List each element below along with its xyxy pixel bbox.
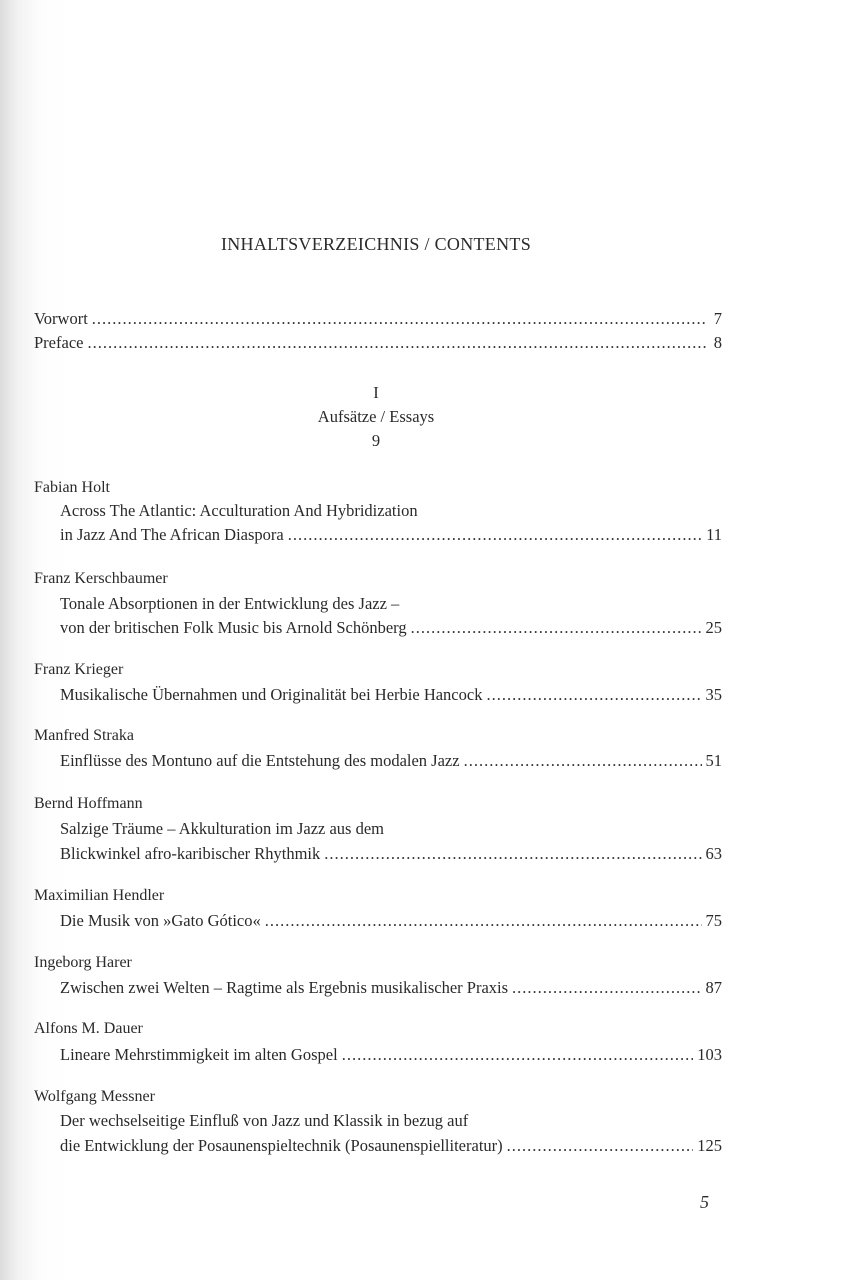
entry-title-line: in Jazz And The African Diaspora	[60, 525, 284, 544]
entry-title-line: Tonale Absorptionen in der Entwicklung des Jazz –	[60, 594, 400, 613]
entry-page: 103	[697, 1045, 722, 1064]
section-numeral: I	[373, 383, 379, 402]
toc-entry-vorwort	[34, 308, 722, 330]
entry-author: Bernd Hoffmann	[34, 795, 143, 812]
toc-entry-preface	[34, 332, 722, 354]
entry-page: 35	[705, 685, 722, 704]
entry-author: Maximilian Hendler	[34, 887, 165, 904]
section-title: Aufsätze / Essays	[317, 407, 435, 426]
section-page: 9	[371, 431, 381, 450]
entry-page: 25	[705, 618, 722, 637]
leader-dots	[288, 524, 702, 546]
entry-last-line	[60, 977, 722, 999]
leader-dots	[342, 1044, 694, 1066]
toc-entry-title: Vorwort	[34, 309, 88, 328]
toc-entry-title: Preface	[34, 333, 84, 352]
entry-last-line	[60, 684, 722, 706]
entry-last-line	[60, 1135, 722, 1157]
leader-dots	[92, 308, 706, 330]
entry-last-line	[60, 750, 722, 772]
leader-dots	[512, 977, 701, 999]
toc-entry-page: 7	[713, 309, 722, 328]
entry-title-line: Einflüsse des Montuno auf die Entstehung des modalen Jazz	[60, 751, 460, 770]
entry-last-line	[60, 1044, 722, 1066]
entry-title-line: von der britischen Folk Music bis Arnold Schönberg	[60, 618, 407, 637]
entry-title-line: Zwischen zwei Welten – Ragtime als Ergebnis musikalischer Praxis	[60, 978, 509, 997]
entry-title-line: Die Musik von »Gato Gótico«	[60, 911, 261, 930]
entry-last-line	[60, 910, 722, 932]
entry-title-line: Lineare Mehrstimmigkeit im alten Gospel	[60, 1045, 338, 1064]
entry-title-line: die Entwicklung der Posaunenspieltechnik (Posaunenspielliteratur)	[60, 1136, 503, 1155]
leader-dots	[324, 843, 701, 865]
entry-last-line	[60, 617, 722, 639]
entry-page: 75	[705, 911, 722, 930]
entry-title-line: Der wechselseitige Einfluß von Jazz und Klassik in bezug auf	[60, 1111, 469, 1130]
toc-heading: INHALTSVERZEICHNIS / CONTENTS	[220, 234, 532, 254]
entry-page: 51	[705, 751, 722, 770]
entry-page: 87	[705, 978, 722, 997]
entry-title-line: Across The Atlantic: Acculturation And Hybridization	[60, 501, 418, 520]
entry-author: Fabian Holt	[34, 479, 110, 496]
entry-author: Ingeborg Harer	[34, 954, 132, 971]
entry-title-line: Blickwinkel afro-karibischer Rhythmik	[60, 844, 321, 863]
page-number: 5	[700, 1192, 709, 1212]
leader-dots	[87, 332, 706, 354]
entry-page: 125	[697, 1136, 722, 1155]
entry-last-line	[60, 524, 722, 546]
entry-title-line: Musikalische Übernahmen und Originalität bei Herbie Hancock	[60, 685, 483, 704]
entry-last-line	[60, 843, 722, 865]
leader-dots	[265, 910, 702, 932]
entry-author: Franz Kerschbaumer	[34, 570, 168, 587]
entry-page: 63	[705, 844, 722, 863]
leader-dots	[464, 750, 702, 772]
entry-author: Wolfgang Messner	[34, 1088, 155, 1105]
entry-author: Manfred Straka	[34, 727, 134, 744]
entry-title-line: Salzige Träume – Akkulturation im Jazz aus dem	[60, 819, 384, 838]
leader-dots	[411, 617, 702, 639]
entry-page: 11	[706, 525, 722, 544]
leader-dots	[507, 1135, 694, 1157]
leader-dots	[486, 684, 701, 706]
toc-entry-page: 8	[713, 333, 722, 352]
entry-author: Franz Krieger	[34, 661, 124, 678]
entry-author: Alfons M. Dauer	[34, 1020, 143, 1037]
